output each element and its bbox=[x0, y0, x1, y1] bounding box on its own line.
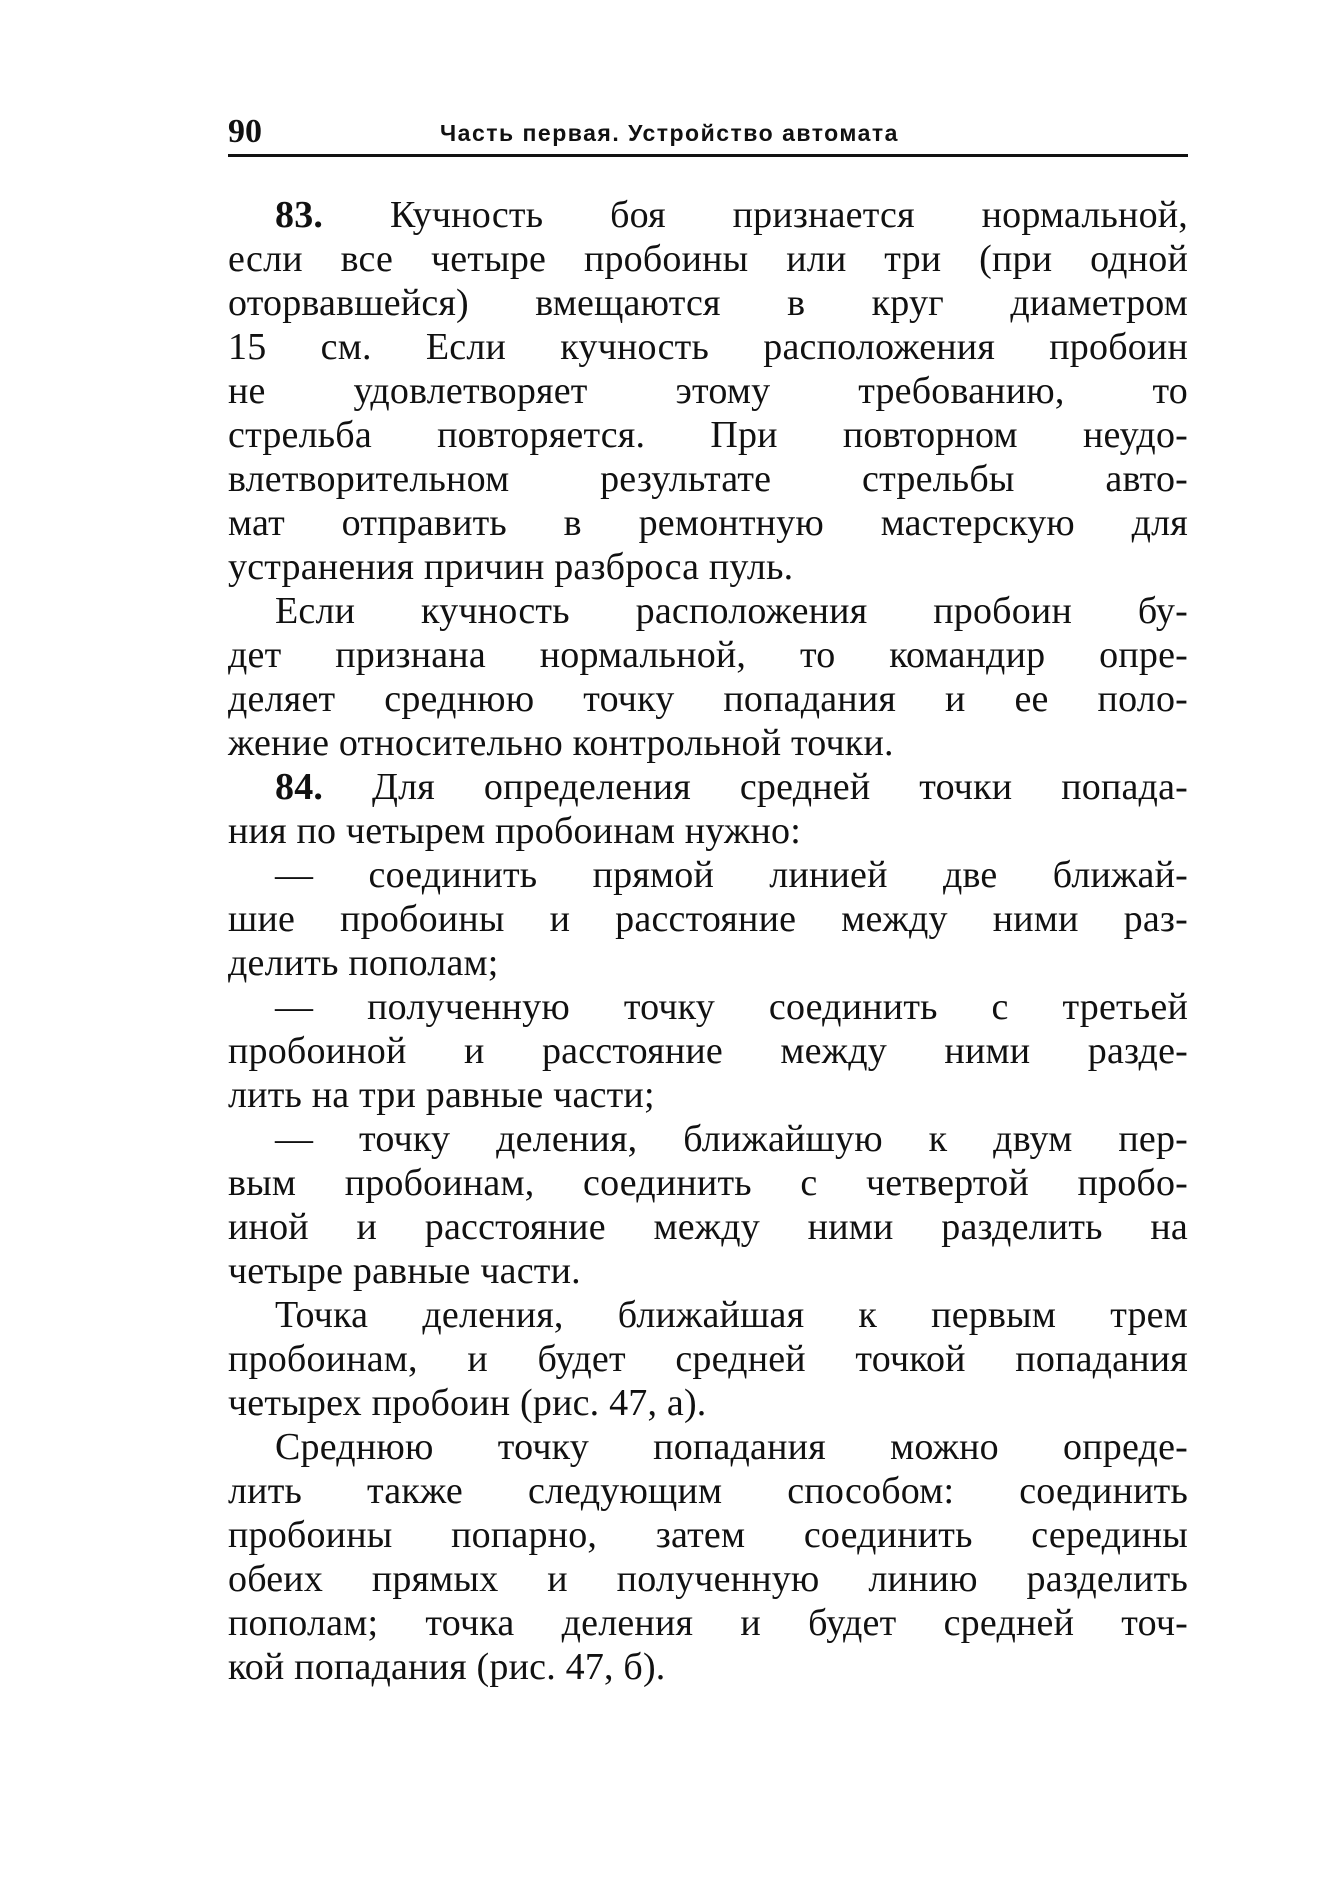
running-head bbox=[228, 112, 1188, 157]
text-line: лить также следующим способом: соединить bbox=[228, 1470, 1188, 1512]
text-line: 83. Кучность боя признается нормальной, bbox=[275, 194, 1189, 236]
text-line: Точка деления, ближайшая к первым трем bbox=[275, 1294, 1188, 1336]
text-line: дет признана нормальной, то командир опре- bbox=[228, 634, 1188, 676]
text-line: жение относительно контрольной точки. bbox=[228, 722, 894, 764]
text-line: пробоины попарно, затем соединить середины bbox=[228, 1514, 1188, 1556]
text-line: лить на три равные части; bbox=[228, 1074, 655, 1116]
paragraph bbox=[228, 1293, 1188, 1425]
text-line: 15 см. Если кучность расположения пробоин bbox=[228, 326, 1188, 368]
text-line: деляет среднюю точку попадания и ее поло- bbox=[228, 678, 1188, 720]
book-page bbox=[228, 112, 1188, 1689]
text-line: Если кучность расположения пробоин бу- bbox=[275, 590, 1188, 632]
text-line: шие пробоины и расстояние между ними раз- bbox=[228, 898, 1188, 940]
text-line: — полученную точку соединить с третьей bbox=[275, 986, 1188, 1028]
text-line: стрельба повторяется. При повторном неудо- bbox=[228, 414, 1188, 456]
text-line: устранения причин разброса пуль. bbox=[228, 546, 794, 588]
list-item bbox=[228, 1117, 1188, 1293]
text-line: оторвавшейся) вмещаются в круг диаметром bbox=[228, 282, 1188, 324]
list-item bbox=[228, 985, 1188, 1117]
text-line: делить пополам; bbox=[228, 942, 499, 984]
text-line: пробоиной и расстояние между ними разде- bbox=[228, 1030, 1188, 1072]
text-line: Среднюю точку попадания можно опреде- bbox=[275, 1426, 1188, 1468]
text-line: 84. Для определения средней точки попада- bbox=[275, 766, 1188, 808]
text-line: иной и расстояние между ними разделить на bbox=[228, 1206, 1188, 1248]
running-head-title: Часть первая. Устройство автомата bbox=[440, 120, 899, 146]
text-line: — точку деления, ближайшую к двум пер- bbox=[275, 1118, 1188, 1160]
text-line: влетворительном результате стрельбы авто- bbox=[228, 458, 1188, 500]
text-line: — соединить прямой линией две ближай- bbox=[275, 854, 1188, 896]
paragraph bbox=[228, 1425, 1188, 1689]
paragraph-84 bbox=[228, 765, 1188, 853]
paragraph-number: 84. bbox=[275, 766, 324, 808]
body-text bbox=[228, 193, 1188, 1689]
list-item bbox=[228, 853, 1188, 985]
text-line: четыре равные части. bbox=[228, 1250, 581, 1292]
text-line: пополам; точка деления и будет средней точ- bbox=[228, 1602, 1188, 1644]
text-line: пробоинам, и будет средней точкой попадания bbox=[228, 1338, 1188, 1380]
page-number: 90 bbox=[228, 113, 262, 150]
text-line: не удовлетворяет этому требованию, то bbox=[228, 370, 1188, 412]
text-line: кой попадания (рис. 47, б). bbox=[228, 1646, 666, 1688]
text-line: ния по четырем пробоинам нужно: bbox=[228, 810, 801, 852]
text-line: обеих прямых и полученную линию разделить bbox=[228, 1558, 1188, 1600]
text-line: если все четыре пробоины или три (при одной bbox=[228, 238, 1188, 280]
paragraph-83 bbox=[228, 193, 1188, 589]
text-line: четырех пробоин (рис. 47, а). bbox=[228, 1382, 707, 1424]
text-line: мат отправить в ремонтную мастерскую для bbox=[228, 502, 1188, 544]
text-line: вым пробоинам, соединить с четвертой пробо- bbox=[228, 1162, 1188, 1204]
paragraph bbox=[228, 589, 1188, 765]
paragraph-number: 83. bbox=[275, 194, 324, 236]
